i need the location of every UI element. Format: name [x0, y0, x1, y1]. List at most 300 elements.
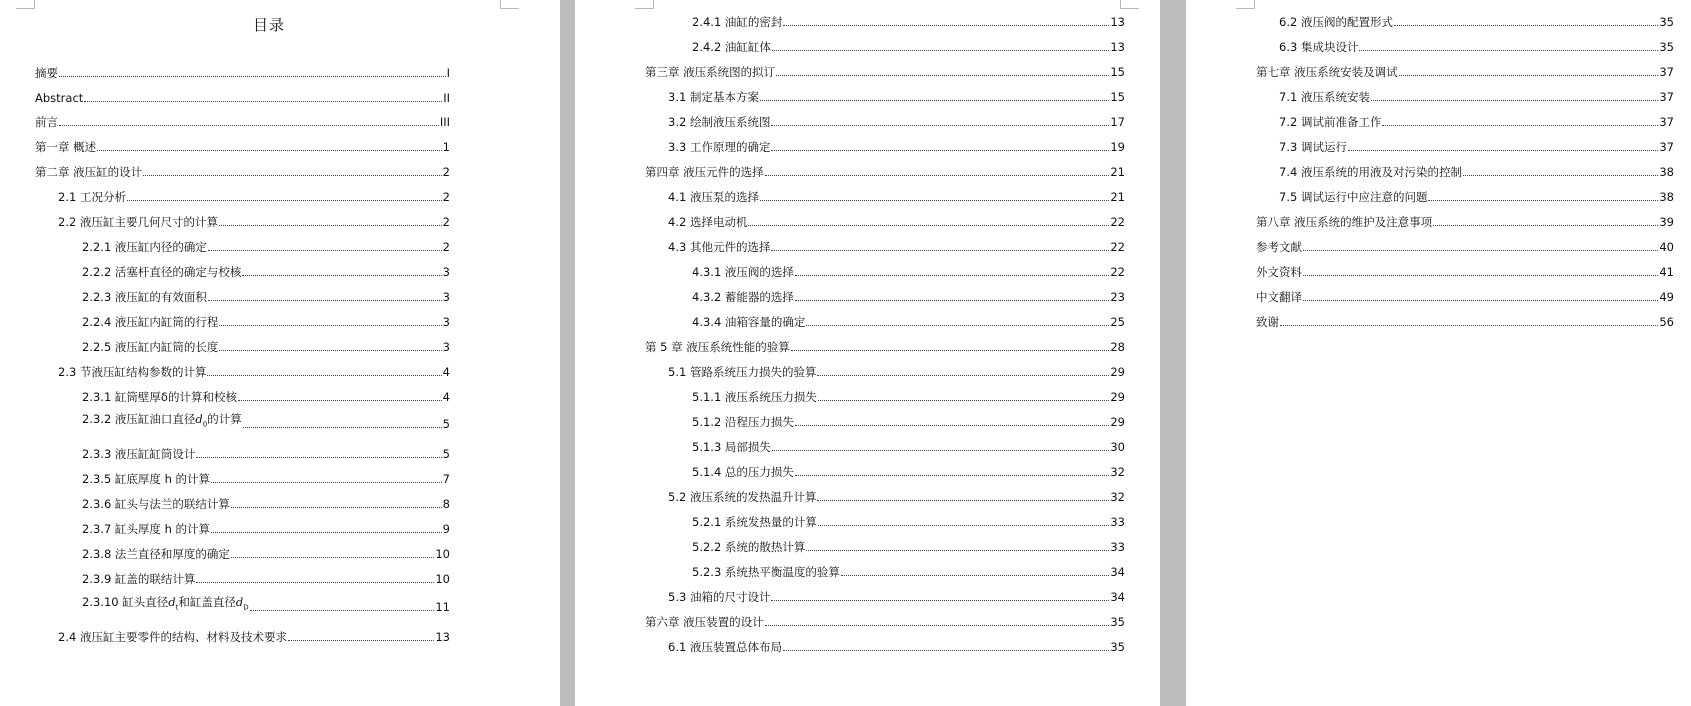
toc-entry-label [692, 40, 771, 54]
toc-page-number: 13 [1110, 40, 1125, 54]
dot-leader [791, 350, 1110, 351]
toc-entry-label [82, 447, 195, 461]
toc-entry[interactable] [35, 64, 450, 80]
crop-mark [500, 0, 519, 9]
toc-entry-text: 第三章 液压系统图的拟订 [645, 65, 776, 79]
toc-entry-text: 4.3.4 油箱容量的确定 [692, 315, 806, 329]
toc-entry[interactable] [692, 538, 1125, 554]
toc-entry-text: 2.2.3 液压缸的有效面积 [82, 290, 207, 304]
toc-entry-label [692, 515, 817, 529]
toc-entry-text: 2.3.3 液压缸缸筒设计 [82, 447, 196, 461]
toc-entry[interactable] [1279, 138, 1674, 154]
document-page-1 [0, 0, 560, 706]
toc-entry-label [1256, 290, 1302, 304]
dot-leader [1394, 25, 1658, 26]
dot-leader [818, 525, 1109, 526]
toc-entry-text: 2.3.9 缸盖的联结计算 [82, 572, 196, 586]
toc-entry-label [1279, 140, 1347, 154]
toc-entry-text: 2.3 节液压缸结构参数的计算 [58, 365, 207, 379]
toc-entry-label [668, 190, 759, 204]
toc-page-number: 21 [1110, 190, 1125, 204]
toc-page-number: 33 [1110, 515, 1125, 529]
toc-entry-text: 致谢 [1256, 315, 1279, 329]
toc-page-number: 35 [1659, 15, 1674, 29]
toc-entry[interactable] [692, 463, 1125, 479]
toc-page-number: 28 [1110, 340, 1125, 354]
toc-entry-label [692, 540, 805, 554]
toc-page-number: II [443, 91, 450, 105]
toc-entry-text-mid: 和缸盖直径 [178, 594, 236, 609]
toc-entry-text: 中文翻译 [1256, 290, 1302, 304]
toc-entry[interactable] [668, 588, 1125, 604]
toc-entry-label [1256, 65, 1398, 79]
toc-entry-label [1279, 190, 1427, 204]
toc-entry-label [692, 565, 840, 579]
toc-page-number: 19 [1110, 140, 1125, 154]
toc-entry-text: 2.3.1 缸筒壁厚δ的计算和校核 [82, 390, 237, 404]
toc-entry-text: 6.2 液压阀的配置形式 [1279, 15, 1393, 29]
toc-entry-text: 4.3.2 蓄能器的选择 [692, 290, 794, 304]
toc-entry-text: 7.1 液压系统安装 [1279, 90, 1370, 104]
dot-leader [143, 175, 442, 176]
toc-entry-label [1256, 315, 1279, 329]
toc-entry-text: 2.3.7 缸头厚度 h 的计算 [82, 522, 211, 536]
dot-leader [196, 582, 434, 583]
toc-page-number: 4 [442, 390, 450, 404]
toc-entry-text: 6.3 集成块设计 [1279, 40, 1359, 54]
toc-entry-label [82, 497, 230, 511]
toc-page-number: 10 [435, 547, 450, 561]
toc-entry-text: 2.3.6 缸头与法兰的联结计算 [82, 497, 230, 511]
toc-entry[interactable] [35, 138, 450, 154]
toc-page-number: 9 [442, 522, 450, 536]
toc-entry-label [692, 290, 794, 304]
toc-entry[interactable] [692, 313, 1125, 329]
toc-entry-text: 2.3.5 缸底厚度 h 的计算 [82, 472, 211, 486]
toc-page-number: 35 [1659, 40, 1674, 54]
toc-entry-label [82, 547, 230, 561]
toc-page-number: 37 [1659, 140, 1674, 154]
toc-entry-label [668, 90, 759, 104]
toc-entry[interactable] [82, 520, 450, 536]
dot-leader [795, 275, 1109, 276]
toc-entry[interactable] [692, 413, 1125, 429]
toc-page-number: 37 [1659, 90, 1674, 104]
dot-leader [765, 175, 1110, 176]
toc-page-number: 3 [442, 290, 450, 304]
toc-entry-label [668, 490, 816, 504]
dot-leader [208, 300, 442, 301]
toc-title: 目录 [252, 16, 285, 34]
toc-entry[interactable] [692, 38, 1125, 54]
toc-page-number: 38 [1659, 165, 1674, 179]
dot-leader [1348, 150, 1658, 151]
toc-entry[interactable] [692, 563, 1125, 579]
toc-entry[interactable] [82, 238, 450, 254]
toc-entry-text: 2.2.4 液压缸内缸筒的行程 [82, 315, 219, 329]
math-subscript: t [175, 603, 179, 611]
toc-entry-text: Abstract [35, 91, 84, 105]
toc-entry[interactable] [1279, 88, 1674, 104]
toc-entry[interactable] [58, 363, 450, 379]
toc-entry-text: 2.3.10 缸头直径 [82, 594, 169, 609]
toc-entry-label [692, 440, 771, 454]
toc-entry-label [668, 590, 770, 604]
toc-entry-label [668, 365, 816, 379]
dot-leader [1463, 175, 1658, 176]
toc-page-number: 7 [442, 472, 450, 486]
toc-entry-label [692, 315, 805, 329]
toc-entry[interactable] [1256, 288, 1674, 304]
toc-entry[interactable] [1279, 163, 1674, 179]
math-variable: d [195, 411, 203, 426]
toc-entry-label [82, 315, 218, 329]
toc-entry[interactable] [692, 13, 1125, 29]
dot-leader [1359, 50, 1658, 51]
toc-page-number: 22 [1110, 265, 1125, 279]
toc-page-number: 39 [1659, 215, 1674, 229]
toc-entry[interactable] [82, 570, 450, 586]
toc-entry[interactable] [645, 163, 1125, 179]
toc-entry[interactable] [58, 213, 450, 229]
toc-entry[interactable] [1256, 263, 1674, 279]
toc-entry-text: 第六章 液压装置的设计 [645, 615, 764, 629]
dot-leader [1303, 275, 1658, 276]
document-page-3 [1186, 0, 1691, 706]
toc-page-number: 49 [1659, 290, 1674, 304]
dot-leader [748, 225, 1109, 226]
toc-entry-text: 3.2 绘制液压系统图 [668, 115, 771, 129]
toc-entry-label [668, 140, 770, 154]
toc-page-number: 30 [1110, 440, 1125, 454]
toc-entry-label [1279, 90, 1370, 104]
toc-entry[interactable] [1279, 188, 1674, 204]
toc-page-number: 15 [1110, 65, 1125, 79]
toc-entry-text: 7.4 液压系统的用液及对污染的控制 [1279, 165, 1462, 179]
dot-leader [760, 100, 1109, 101]
toc-entry-text: 第 5 章 液压系统性能的验算 [645, 340, 790, 354]
toc-page-number: 1 [442, 140, 450, 154]
toc-page-number: 29 [1110, 390, 1125, 404]
toc-entry-text: 5.2.2 系统的散热计算 [692, 540, 806, 554]
toc-entry[interactable] [1279, 38, 1674, 54]
toc-entry-text: 5.2.3 系统热平衡温度的验算 [692, 565, 840, 579]
toc-entry-text: 5.2.1 系统发热量的计算 [692, 515, 817, 529]
dot-leader [196, 457, 441, 458]
dot-leader [97, 150, 442, 151]
toc-entry-label [692, 465, 794, 479]
dot-leader [795, 475, 1109, 476]
toc-page-number: 25 [1110, 315, 1125, 329]
toc-entry-label [1256, 240, 1302, 254]
toc-entry[interactable] [645, 63, 1125, 79]
dot-leader [208, 250, 442, 251]
toc-page-number: 32 [1110, 490, 1125, 504]
toc-entry[interactable] [82, 470, 450, 486]
toc-entry-text: 摘要 [35, 66, 58, 80]
toc-entry-label [82, 522, 210, 536]
dot-leader [127, 200, 442, 201]
toc-entry-label [645, 615, 764, 629]
toc-entry-label [82, 265, 241, 279]
dot-leader [1280, 325, 1658, 326]
dot-leader [211, 482, 442, 483]
toc-entry-label [82, 595, 249, 614]
toc-entry-text: 第二章 液压缸的设计 [35, 165, 143, 179]
toc-page-number: 3 [442, 340, 450, 354]
toc-entry-text: 2.4.2 油缸缸体 [692, 40, 771, 54]
dot-leader [243, 427, 442, 428]
toc-entry-label [668, 215, 747, 229]
dot-leader [772, 50, 1109, 51]
toc-page-number: 5 [442, 417, 450, 431]
toc-page-number: 22 [1110, 240, 1125, 254]
toc-page-number: 38 [1659, 190, 1674, 204]
toc-page-number: 13 [1110, 15, 1125, 29]
dot-leader [59, 125, 439, 126]
toc-entry[interactable] [692, 388, 1125, 404]
toc-entry-text: 5.2 液压系统的发热温升计算 [668, 490, 817, 504]
toc-entry-text: 外文资料 [1256, 265, 1302, 279]
toc-entry-text: 5.1.3 局部损失 [692, 440, 771, 454]
toc-entry[interactable] [668, 88, 1125, 104]
toc-entry-label [35, 115, 58, 129]
toc-entry-text: 7.5 调试运行中应注意的问题 [1279, 190, 1428, 204]
toc-entry-text: 5.1 管路系统压力损失的验算 [668, 365, 817, 379]
toc-entry-text: 2.3.2 液压缸油口直径 [82, 411, 196, 426]
toc-page-number: 4 [442, 365, 450, 379]
toc-entry-label [668, 115, 770, 129]
toc-entry-text: 2.2.5 液压缸内缸筒的长度 [82, 340, 219, 354]
toc-page-number: 15 [1110, 90, 1125, 104]
toc-page-number: 37 [1659, 65, 1674, 79]
toc-entry[interactable] [82, 411, 450, 431]
dot-leader [84, 101, 442, 102]
toc-entry-text: 5.1.4 总的压力损失 [692, 465, 794, 479]
toc-entry-label [82, 412, 242, 431]
toc-entry[interactable] [1279, 113, 1674, 129]
toc-entry-label [58, 365, 206, 379]
toc-entry[interactable] [668, 113, 1125, 129]
toc-entry-text: 4.2 选择电动机 [668, 215, 748, 229]
toc-page-number: 2 [442, 190, 450, 204]
toc-entry[interactable] [668, 188, 1125, 204]
toc-entry[interactable] [668, 488, 1125, 504]
toc-page-number: I [446, 66, 450, 80]
dot-leader [795, 425, 1109, 426]
toc-page-number: 5 [442, 447, 450, 461]
toc-entry-label [35, 66, 58, 80]
toc-entry-label [1256, 215, 1432, 229]
dot-leader [776, 75, 1109, 76]
toc-page-number: 17 [1110, 115, 1125, 129]
dot-leader [765, 625, 1110, 626]
toc-entry[interactable] [58, 628, 450, 644]
toc-entry[interactable] [692, 438, 1125, 454]
dot-leader [288, 640, 434, 641]
toc-page-number: 23 [1110, 290, 1125, 304]
dot-leader [1371, 100, 1658, 101]
dot-leader [771, 600, 1109, 601]
dot-leader [783, 25, 1109, 26]
toc-entry-label [692, 265, 794, 279]
toc-entry-label [35, 165, 142, 179]
toc-entry-label [692, 15, 782, 29]
toc-entry[interactable] [35, 163, 450, 179]
dot-leader [238, 400, 442, 401]
toc-entry-label [82, 572, 195, 586]
dot-leader [211, 532, 442, 533]
toc-entry-label [82, 240, 207, 254]
toc-page-number: 8 [442, 497, 450, 511]
dot-leader [771, 250, 1109, 251]
toc-entry[interactable] [82, 445, 450, 461]
toc-entry-text: 2.1 工况分析 [58, 190, 126, 204]
toc-entry[interactable] [692, 263, 1125, 279]
toc-entry[interactable] [1279, 13, 1674, 29]
toc-entry-text: 6.1 液压装置总体布局 [668, 640, 782, 654]
dot-leader [1303, 250, 1658, 251]
dot-leader [1433, 225, 1658, 226]
toc-entry-text: 4.3.1 液压阀的选择 [692, 265, 794, 279]
dot-leader [1382, 125, 1658, 126]
crop-mark [635, 0, 654, 9]
toc-page-number: 3 [442, 315, 450, 329]
toc-entry[interactable] [645, 613, 1125, 629]
toc-page-number: 35 [1110, 615, 1125, 629]
document-page-2 [575, 0, 1160, 706]
toc-page-number: 40 [1659, 240, 1674, 254]
toc-entry-label [82, 290, 207, 304]
toc-entry-label [58, 630, 287, 644]
toc-entry[interactable] [82, 313, 450, 329]
toc-entry-text: 参考文献 [1256, 240, 1302, 254]
toc-entry[interactable] [82, 288, 450, 304]
math-variable: d [235, 594, 244, 609]
toc-entry-label [692, 415, 794, 429]
toc-page-number: 33 [1110, 540, 1125, 554]
toc-page-number: 22 [1110, 215, 1125, 229]
toc-entry-text: 3.1 制定基本方案 [668, 90, 759, 104]
toc-page-number: 29 [1110, 415, 1125, 429]
dot-leader [250, 610, 435, 611]
toc-entry[interactable] [82, 545, 450, 561]
toc-entry-text: 5.1.1 液压系统压力损失 [692, 390, 817, 404]
toc-entry-text: 2.4.1 油缸的密封 [692, 15, 783, 29]
crop-mark [16, 0, 35, 9]
dot-leader [219, 350, 441, 351]
toc-entry[interactable] [668, 138, 1125, 154]
toc-page-number: 2 [442, 165, 450, 179]
toc-entry[interactable] [82, 495, 450, 511]
toc-entry-text: 7.2 调试前准备工作 [1279, 115, 1382, 129]
toc-entry[interactable] [1256, 213, 1674, 229]
toc-entry[interactable] [692, 513, 1125, 529]
toc-entry-label [645, 340, 790, 354]
toc-entry[interactable] [82, 594, 450, 614]
toc-entry[interactable] [668, 238, 1125, 254]
toc-entry-text: 第七章 液压系统安装及调试 [1256, 65, 1398, 79]
toc-entry-text: 3.3 工作原理的确定 [668, 140, 771, 154]
toc-entry-text: 第四章 液压元件的选择 [645, 165, 764, 179]
toc-entry[interactable] [668, 638, 1125, 654]
toc-page-number: 35 [1110, 640, 1125, 654]
toc-entry[interactable] [692, 288, 1125, 304]
dot-leader [795, 300, 1109, 301]
toc-entry[interactable] [645, 338, 1125, 354]
toc-entry[interactable] [58, 188, 450, 204]
dot-leader [760, 200, 1109, 201]
math-variable: d [168, 594, 176, 609]
toc-page-number: 2 [442, 240, 450, 254]
toc-entry[interactable] [35, 89, 450, 105]
toc-entry-label [1279, 165, 1462, 179]
toc-entry-label [35, 140, 96, 154]
dot-leader [207, 375, 441, 376]
toc-page-number: 29 [1110, 365, 1125, 379]
toc-page-number: III [439, 115, 450, 129]
toc-entry[interactable] [668, 363, 1125, 379]
toc-page-number: 10 [435, 572, 450, 586]
crop-mark [1120, 0, 1139, 9]
crop-mark [1236, 0, 1255, 9]
dot-leader [772, 450, 1109, 451]
toc-entry-text: 5.1.2 沿程压力损失 [692, 415, 794, 429]
toc-entry[interactable] [1256, 63, 1674, 79]
toc-page-number: 34 [1110, 565, 1125, 579]
toc-page-number: 2 [442, 215, 450, 229]
toc-entry[interactable] [1256, 313, 1674, 329]
dot-leader [231, 557, 434, 558]
toc-entry[interactable] [668, 213, 1125, 229]
toc-page-number: 32 [1110, 465, 1125, 479]
toc-entry-label [1256, 265, 1302, 279]
toc-page-number: 13 [435, 630, 450, 644]
toc-entry-label [645, 165, 764, 179]
dot-leader [219, 325, 441, 326]
dot-leader [817, 375, 1109, 376]
toc-page-number: 21 [1110, 165, 1125, 179]
toc-entry-label [82, 390, 237, 404]
dot-leader [817, 500, 1109, 501]
dot-leader [783, 650, 1109, 651]
toc-entry[interactable] [82, 338, 450, 354]
dot-leader [818, 400, 1109, 401]
toc-entry[interactable] [82, 388, 450, 404]
toc-entry-label [668, 640, 782, 654]
toc-entry[interactable] [1256, 238, 1674, 254]
dot-leader [59, 76, 446, 77]
toc-entry-text: 第八章 液压系统的维护及注意事项 [1256, 215, 1433, 229]
toc-entry-label [35, 91, 83, 105]
toc-page-number: 41 [1659, 265, 1674, 279]
dot-leader [1399, 75, 1659, 76]
toc-entry-label [82, 340, 218, 354]
dot-leader [219, 225, 442, 226]
dot-leader [231, 507, 442, 508]
dot-leader [841, 575, 1109, 576]
toc-entry-label [58, 190, 126, 204]
toc-entry-text: 4.1 液压泵的选择 [668, 190, 759, 204]
dot-leader [806, 550, 1109, 551]
toc-entry-text: 2.3.8 法兰直径和厚度的确定 [82, 547, 230, 561]
dot-leader [771, 125, 1109, 126]
toc-entry-label [1279, 115, 1381, 129]
math-subscript: D [243, 603, 249, 611]
toc-entry[interactable] [82, 263, 450, 279]
toc-entry-text: 2.2 液压缸主要几何尺寸的计算 [58, 215, 218, 229]
toc-entry[interactable] [35, 113, 450, 129]
